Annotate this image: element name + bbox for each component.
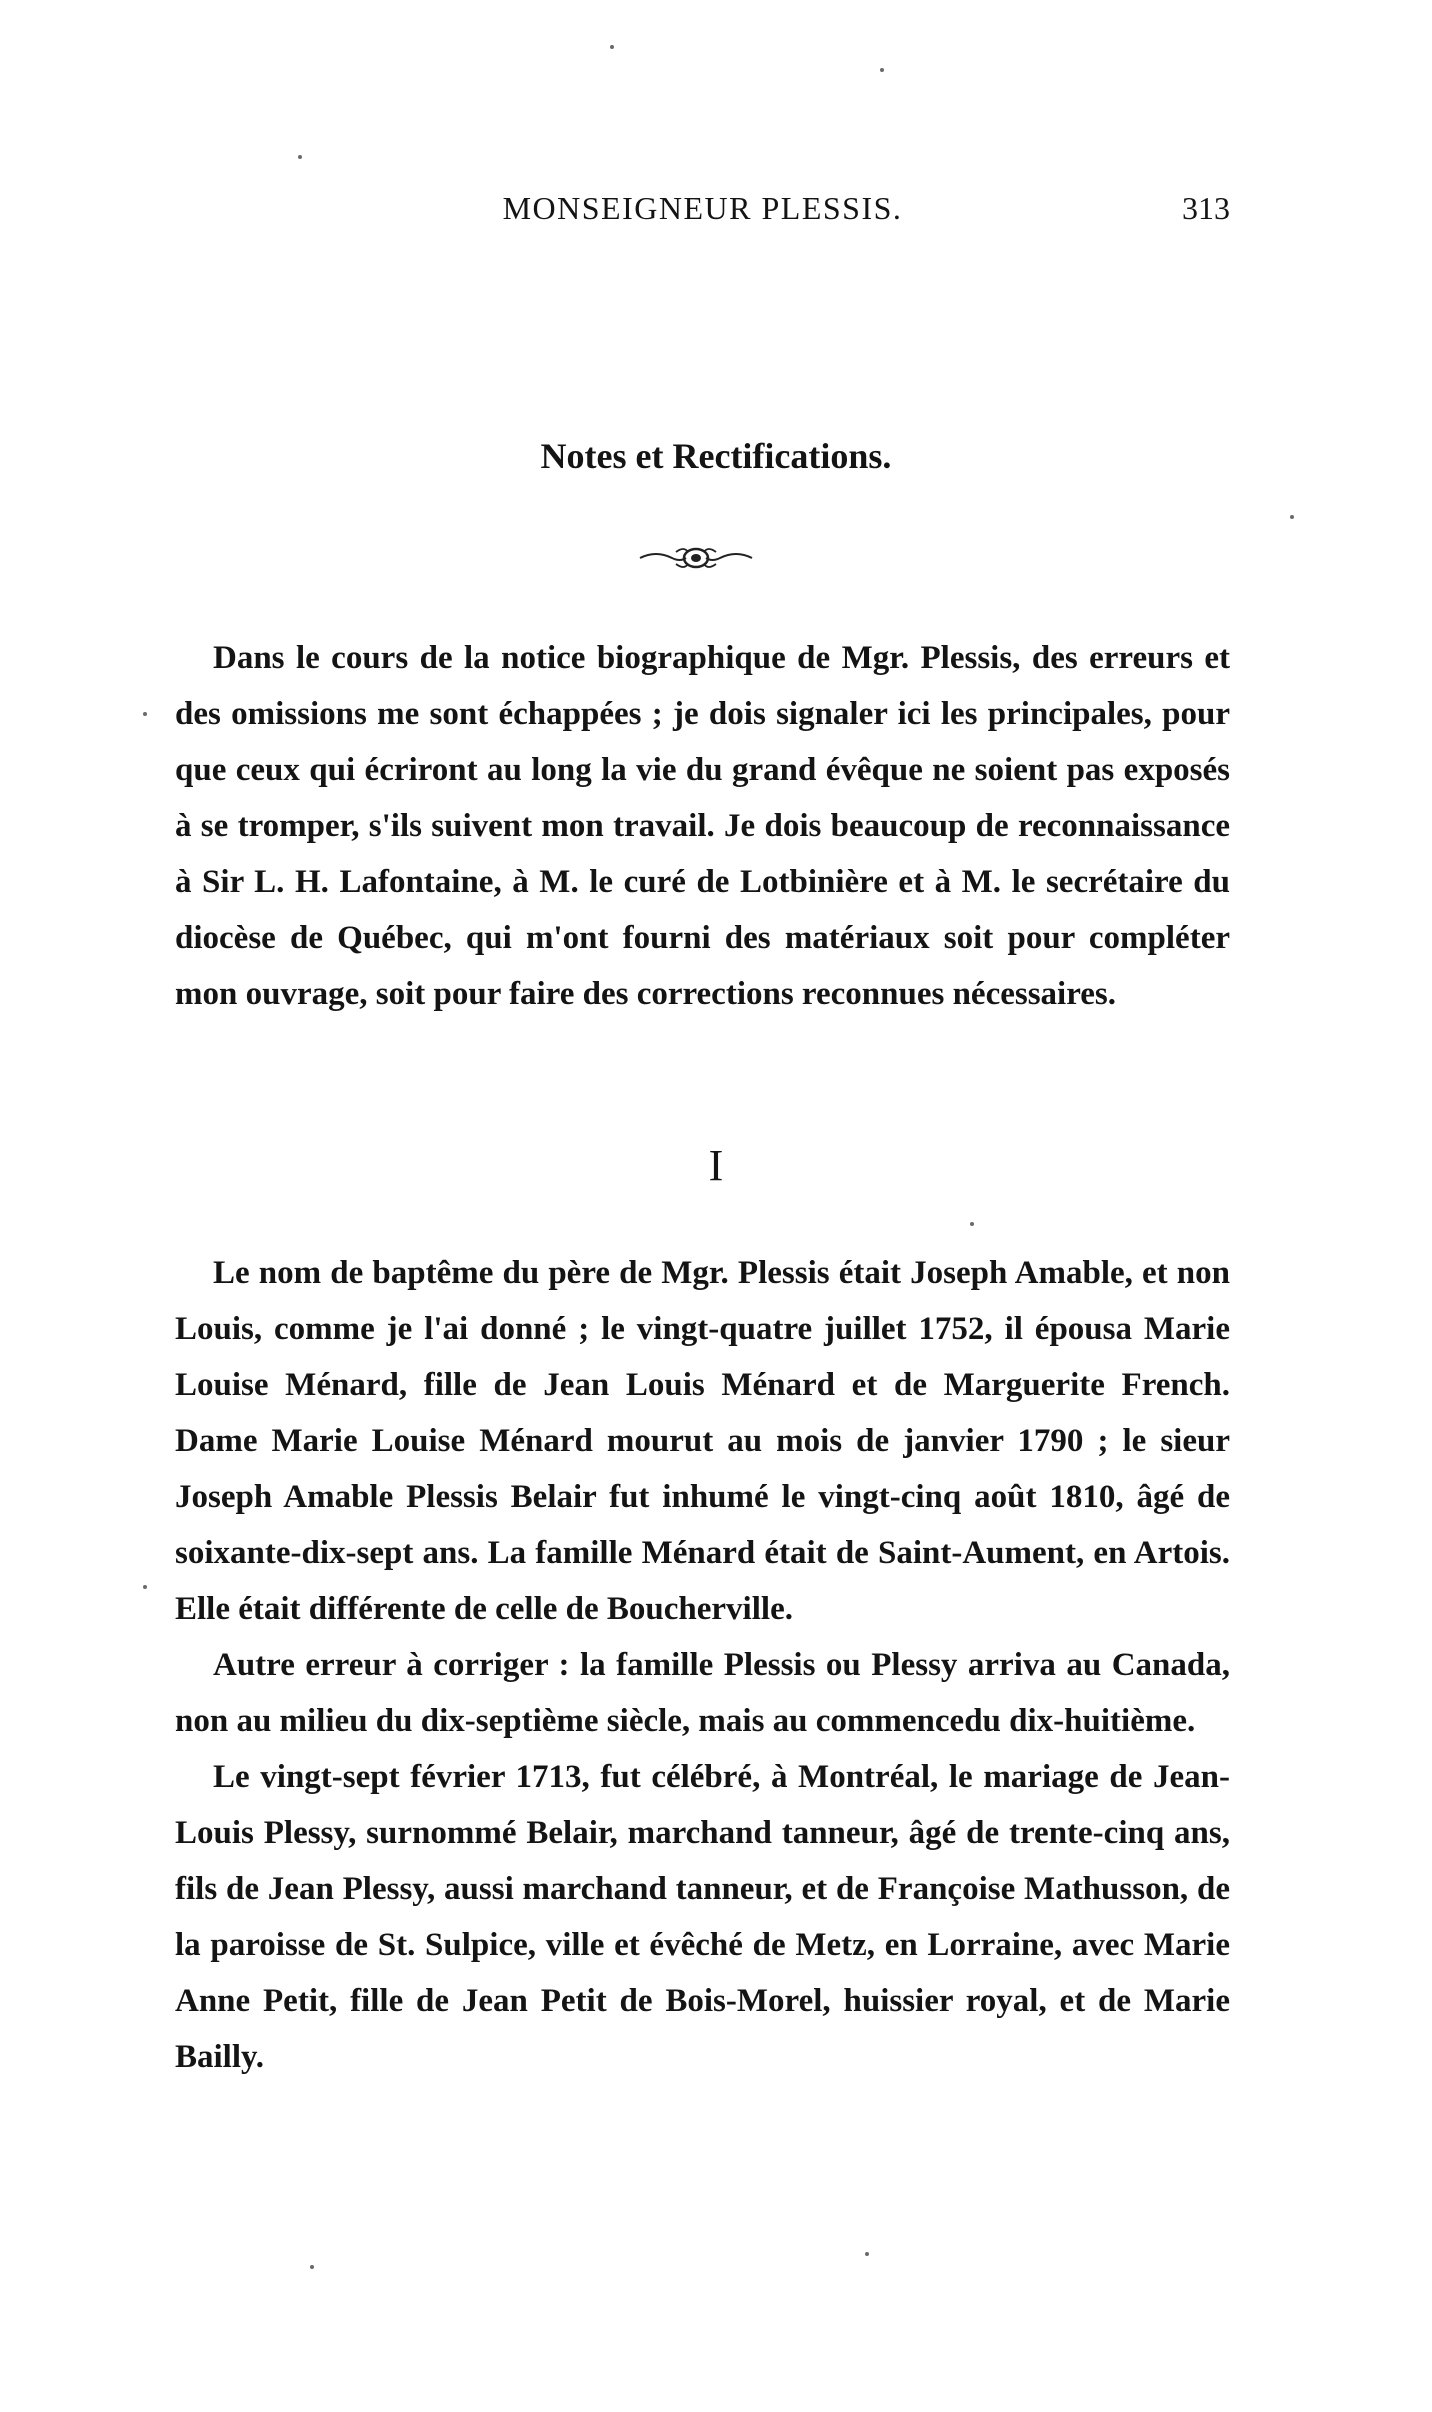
- scan-speck: [310, 2265, 314, 2269]
- page-number: 313: [1182, 190, 1230, 226]
- scan-speck: [865, 2252, 869, 2256]
- intro-paragraph-block: [175, 630, 1230, 1022]
- scan-speck: [610, 45, 614, 49]
- running-title: MONSEIGNEUR PLESSIS.: [502, 190, 903, 226]
- scan-speck: [143, 1585, 147, 1589]
- scan-speck: [880, 68, 884, 72]
- intro-paragraph: Dans le cours de la notice biographique de Mgr. Plessis, des erreurs et des omissions me sont échappées ; je dois signaler ici les principales, pour que ceux qui écriront au long la vie du grand évêque ne soient pas exposés à se tromper, s'ils suivent mon travail. Je dois beaucoup de reconnaissance à Sir L. H. Lafontaine, à M. le curé de Lotbinière et à M. le secrétaire du diocèse de Québec, qui m'ont fourni des matériaux soit pour compléter mon ouvrage, soit pour faire des corrections reconnues nécessaires.: [175, 640, 1230, 1012]
- paragraph: Autre erreur à corriger : la famille Plessis ou Plessy arriva au Canada, non au milieu du dix-septième siècle, mais au commencedu dix-huitième.: [175, 1647, 1230, 1739]
- part-one-body: [175, 1245, 1230, 2085]
- paragraph: Le nom de baptême du père de Mgr. Plessis était Joseph Amable, et non Louis, comme je l'ai donné ; le vingt-quatre juillet 1752, il épousa Marie Louise Ménard, fille de Jean Louis Ménard et de Marguerite French. Dame Marie Louise Ménard mourut au mois de janvier 1790 ; le sieur Joseph Amable Plessis Belair fut inhumé le vingt-cinq août 1810, âgé de soixante-dix-sept ans. La famille Ménard était de Saint-Aument, en Artois. Elle était différente de celle de Boucherville.: [175, 1255, 1230, 1627]
- running-head: [175, 190, 1230, 240]
- scan-speck: [298, 155, 302, 159]
- scan-speck: [970, 1222, 974, 1226]
- scan-speck: [143, 712, 147, 716]
- scan-speck: [1290, 515, 1294, 519]
- ornament-icon: [636, 540, 756, 576]
- part-numeral: I: [708, 1141, 724, 1190]
- paragraph: Le vingt-sept février 1713, fut célébré, à Montréal, le mariage de Jean-Louis Plessy, surnommé Belair, marchand tanneur, âgé de trente-cinq ans, fils de Jean Plessy, aussi marchand tanneur, et de Françoise Mathusson, de la paroisse de St. Sulpice, ville et évêché de Metz, en Lorraine, avec Marie Anne Petit, fille de Jean Petit de Bois-Morel, huissier royal, et de Marie Bailly.: [175, 1759, 1230, 2075]
- section-heading: Notes et Rectifications.: [540, 436, 892, 476]
